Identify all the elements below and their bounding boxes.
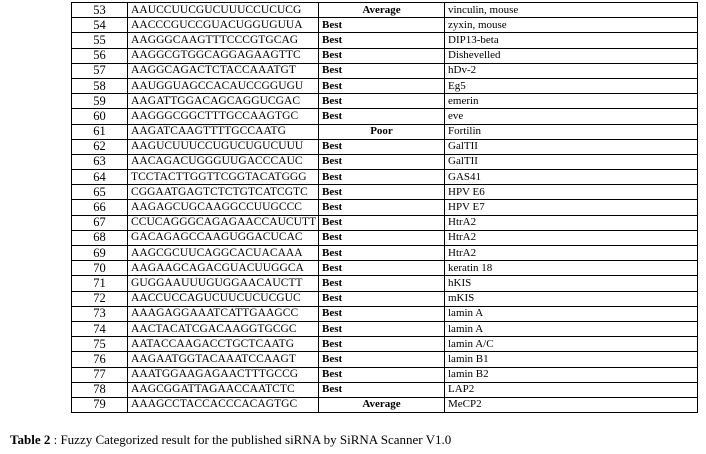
category-cell: Best	[319, 48, 445, 63]
sirna-results-table	[71, 2, 698, 413]
caption-text: : Fuzzy Categorized result for the published siRNA by SiRNA Scanner V1.0	[50, 432, 452, 447]
target-gene-cell: keratin 18	[445, 261, 698, 276]
row-number-cell: 72	[72, 291, 128, 306]
row-number-cell: 58	[72, 78, 128, 93]
category-cell: Average	[319, 397, 445, 412]
row-number-cell: 68	[72, 230, 128, 245]
sequence-cell: AAGATCAAGTTTTGCCAATG	[128, 124, 319, 139]
table-row	[72, 124, 698, 139]
category-cell: Poor	[319, 124, 445, 139]
row-number-cell: 63	[72, 154, 128, 169]
sequence-cell: AAUCCUUCGUCUUUCCUCUCG	[128, 3, 319, 18]
sequence-cell: AAGCGCUUCAGGCACUACAAA	[128, 246, 319, 261]
row-number-cell: 53	[72, 3, 128, 18]
sequence-cell: AAUGGUAGCCACAUCCGGUGU	[128, 78, 319, 93]
row-number-cell: 56	[72, 48, 128, 63]
target-gene-cell: LAP2	[445, 382, 698, 397]
table-body	[72, 3, 698, 413]
sequence-cell: AAAGAGGAAATCATTGAAGCC	[128, 306, 319, 321]
table-row	[72, 261, 698, 276]
target-gene-cell: lamin B2	[445, 367, 698, 382]
sequence-cell: CCUCAGGGCAGAGAACCAUCUTT	[128, 215, 319, 230]
target-gene-cell: lamin B1	[445, 352, 698, 367]
table-row	[72, 170, 698, 185]
target-gene-cell: Dishevelled	[445, 48, 698, 63]
category-cell: Best	[319, 382, 445, 397]
category-cell: Best	[319, 352, 445, 367]
row-number-cell: 70	[72, 261, 128, 276]
target-gene-cell: GalTII	[445, 139, 698, 154]
category-cell: Best	[319, 261, 445, 276]
row-number-cell: 75	[72, 337, 128, 352]
sequence-cell: AACAGACUGGGUUGACCCAUC	[128, 154, 319, 169]
category-cell: Best	[319, 33, 445, 48]
row-number-cell: 77	[72, 367, 128, 382]
sequence-cell: GUGGAAUUUGUGGAACAUCTT	[128, 276, 319, 291]
table-row	[72, 382, 698, 397]
table-row	[72, 185, 698, 200]
table-row	[72, 78, 698, 93]
target-gene-cell: lamin A	[445, 306, 698, 321]
category-cell: Best	[319, 94, 445, 109]
category-cell: Average	[319, 3, 445, 18]
target-gene-cell: GalTII	[445, 154, 698, 169]
target-gene-cell: eve	[445, 109, 698, 124]
sequence-cell: AACTACATCGACAAGGTGCGC	[128, 321, 319, 336]
row-number-cell: 67	[72, 215, 128, 230]
table-row	[72, 291, 698, 306]
sequence-cell: AAGAAGCAGACGUACUUGGCA	[128, 261, 319, 276]
sequence-cell: AAGCGGATTAGAACCAATCTC	[128, 382, 319, 397]
table-row	[72, 139, 698, 154]
sequence-cell: AATACCAAGACCTGCTCAATG	[128, 337, 319, 352]
target-gene-cell: DIP13-beta	[445, 33, 698, 48]
target-gene-cell: MeCP2	[445, 397, 698, 412]
sequence-cell: AAGAATGGTACAAATCCAAGT	[128, 352, 319, 367]
table-row	[72, 337, 698, 352]
target-gene-cell: Fortilin	[445, 124, 698, 139]
row-number-cell: 61	[72, 124, 128, 139]
target-gene-cell: HPV E7	[445, 200, 698, 215]
row-number-cell: 57	[72, 63, 128, 78]
target-gene-cell: emerin	[445, 94, 698, 109]
sequence-cell: AACCUCCAGUCUUCUCUCGUC	[128, 291, 319, 306]
category-cell: Best	[319, 139, 445, 154]
sirna-results-table-container	[71, 2, 697, 413]
sequence-cell: AAGGGCAAGTTTCCCGTGCAG	[128, 33, 319, 48]
row-number-cell: 65	[72, 185, 128, 200]
category-cell: Best	[319, 306, 445, 321]
sequence-cell: AAATGGAAGAGAACTTTGCCG	[128, 367, 319, 382]
table-row	[72, 200, 698, 215]
table-row	[72, 94, 698, 109]
row-number-cell: 78	[72, 382, 128, 397]
caption-label: Table 2	[10, 432, 51, 447]
sequence-cell: TCCTACTTGGTTCGGTACATGGG	[128, 170, 319, 185]
table-row	[72, 109, 698, 124]
row-number-cell: 79	[72, 397, 128, 412]
table-row	[72, 215, 698, 230]
category-cell: Best	[319, 230, 445, 245]
sequence-cell: CGGAATGAGTCTCTGTCATCGTC	[128, 185, 319, 200]
sequence-cell: AAGGGCGGCTTTGCCAAGTGC	[128, 109, 319, 124]
target-gene-cell: Eg5	[445, 78, 698, 93]
category-cell: Best	[319, 170, 445, 185]
target-gene-cell: hKIS	[445, 276, 698, 291]
table-caption	[10, 432, 451, 448]
target-gene-cell: zyxin, mouse	[445, 18, 698, 33]
category-cell: Best	[319, 78, 445, 93]
table-row	[72, 321, 698, 336]
row-number-cell: 62	[72, 139, 128, 154]
table-row	[72, 276, 698, 291]
row-number-cell: 71	[72, 276, 128, 291]
table-row	[72, 306, 698, 321]
row-number-cell: 76	[72, 352, 128, 367]
sequence-cell: AAGATTGGACAGCAGGUCGAC	[128, 94, 319, 109]
row-number-cell: 54	[72, 18, 128, 33]
target-gene-cell: lamin A/C	[445, 337, 698, 352]
sequence-cell: AAGGCGTGGCAGGAGAAGTTC	[128, 48, 319, 63]
table-row	[72, 18, 698, 33]
target-gene-cell: HtrA2	[445, 246, 698, 261]
target-gene-cell: mKIS	[445, 291, 698, 306]
category-cell: Best	[319, 215, 445, 230]
table-row	[72, 33, 698, 48]
target-gene-cell: hDv-2	[445, 63, 698, 78]
table-row	[72, 397, 698, 412]
sequence-cell: GACAGAGCCAAGUGGACUCAC	[128, 230, 319, 245]
row-number-cell: 66	[72, 200, 128, 215]
table-row	[72, 48, 698, 63]
table-row	[72, 352, 698, 367]
sequence-cell: AAGUCUUUCCUGUCUGUCUUU	[128, 139, 319, 154]
row-number-cell: 73	[72, 306, 128, 321]
target-gene-cell: HPV E6	[445, 185, 698, 200]
category-cell: Best	[319, 321, 445, 336]
category-cell: Best	[319, 63, 445, 78]
target-gene-cell: lamin A	[445, 321, 698, 336]
table-row	[72, 367, 698, 382]
category-cell: Best	[319, 185, 445, 200]
category-cell: Best	[319, 200, 445, 215]
row-number-cell: 59	[72, 94, 128, 109]
category-cell: Best	[319, 367, 445, 382]
row-number-cell: 69	[72, 246, 128, 261]
category-cell: Best	[319, 109, 445, 124]
target-gene-cell: HtrA2	[445, 230, 698, 245]
category-cell: Best	[319, 291, 445, 306]
target-gene-cell: vinculin, mouse	[445, 3, 698, 18]
row-number-cell: 55	[72, 33, 128, 48]
sequence-cell: AAGGCAGACTCTACCAAATGT	[128, 63, 319, 78]
sequence-cell: AACCCGUCCGUACUGGUGUUA	[128, 18, 319, 33]
row-number-cell: 60	[72, 109, 128, 124]
table-row	[72, 154, 698, 169]
table-row	[72, 3, 698, 18]
category-cell: Best	[319, 276, 445, 291]
category-cell: Best	[319, 18, 445, 33]
row-number-cell: 74	[72, 321, 128, 336]
category-cell: Best	[319, 246, 445, 261]
table-row	[72, 63, 698, 78]
table-row	[72, 230, 698, 245]
sequence-cell: AAAGCCTACCACCCACAGTGC	[128, 397, 319, 412]
table-row	[72, 246, 698, 261]
target-gene-cell: GAS41	[445, 170, 698, 185]
category-cell: Best	[319, 154, 445, 169]
category-cell: Best	[319, 337, 445, 352]
row-number-cell: 64	[72, 170, 128, 185]
target-gene-cell: HtrA2	[445, 215, 698, 230]
sequence-cell: AAGAGCUGCAAGGCCUUGCCC	[128, 200, 319, 215]
